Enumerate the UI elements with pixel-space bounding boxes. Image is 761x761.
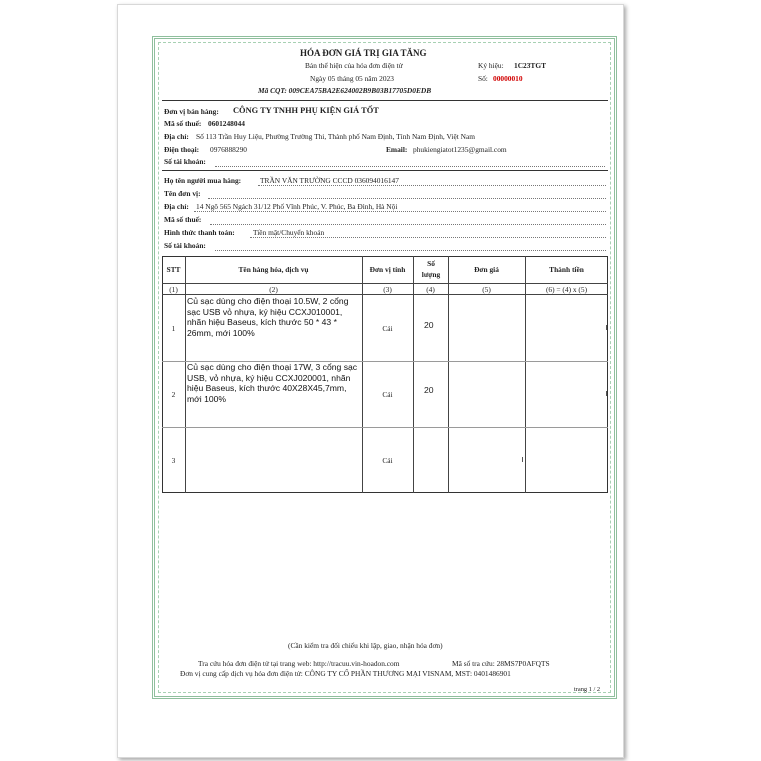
row3-stt: 3 bbox=[171, 456, 176, 465]
seller-phone: 0976888290 bbox=[210, 145, 247, 154]
col-code: (4) bbox=[426, 285, 435, 294]
row1-unit: Cái bbox=[382, 324, 393, 333]
seller-email: phukiengiatot1235@gmail.com bbox=[413, 145, 507, 154]
row1-qty: 20 bbox=[424, 320, 434, 330]
col-code: (5) bbox=[482, 285, 491, 294]
symbol-label: Ký hiệu: bbox=[478, 61, 504, 70]
service-provider: Đơn vị cung cấp dịch vụ hóa đơn điện tử: CÔNG TY CỔ PHẦN THƯƠNG MẠI VISNAM, MST: 0401486901 bbox=[180, 669, 511, 678]
col-code: (6) = (4) x (5) bbox=[545, 285, 588, 294]
row1-item-name: Củ sạc dùng cho điện thoại 10.5W, 2 cổng sạc USB vỏ nhựa, ký hiệu CCXJ010001, nhãn hiệu Baseus, kích thước 50 * 43 * 26mm, mới 100% bbox=[187, 296, 349, 338]
col-header-qty: Số lượng bbox=[421, 259, 441, 279]
invoice-number: 00000010 bbox=[493, 74, 523, 83]
seller-phone-label: Điện thoại: bbox=[164, 145, 200, 154]
buyer-address: 14 Ngõ 565 Ngách 31/12 Phố Vĩnh Phúc, V. Phúc, Ba Đình, Hà Nội bbox=[196, 202, 398, 211]
col-code: (3) bbox=[383, 285, 392, 294]
col-header-stt: STT bbox=[166, 265, 181, 274]
seller-address-label: Địa chỉ: bbox=[164, 132, 189, 141]
cqt-code: Mã CQT: 009CEA75BA2E624002B9B03B17705D0EDB bbox=[258, 86, 432, 95]
seller-tax: 0601248044 bbox=[208, 119, 245, 128]
symbol-value: 1C23TGT bbox=[514, 61, 547, 70]
number-label: Số: bbox=[478, 74, 488, 83]
seller-address: Số 113 Trần Huy Liệu, Phường Trường Thi, Thành phố Nam Định, Tỉnh Nam Định, Việt Nam bbox=[196, 132, 475, 141]
lookup-website[interactable]: Tra cứu hóa đơn điện tử tại trang web: http://tracuu.vin-hoadon.com bbox=[198, 659, 400, 668]
seller-tax-label: Mã số thuế: bbox=[164, 119, 202, 128]
seller-name: CÔNG TY TNHH PHỤ KIỆN GIÁ TỐT bbox=[233, 106, 379, 115]
col-header-amount: Thành tiền bbox=[549, 265, 584, 274]
divider bbox=[162, 170, 608, 171]
buyer-account-label: Số tài khoản: bbox=[164, 241, 206, 250]
seller-account-label: Số tài khoản: bbox=[164, 157, 206, 166]
row3-unit: Cái bbox=[382, 456, 393, 465]
divider bbox=[162, 100, 608, 101]
buyer-tax-label: Mã số thuế: bbox=[164, 215, 202, 224]
invoice-title: HÓA ĐƠN GIÁ TRỊ GIA TĂNG bbox=[300, 48, 427, 58]
seller-name-label: Đơn vị bán hàng: bbox=[164, 107, 219, 116]
seller-email-label: Email: bbox=[386, 145, 408, 154]
invoice-date: Ngày 05 tháng 05 năm 2023 bbox=[310, 74, 394, 83]
payment-label: Hình thức thanh toán: bbox=[164, 228, 235, 237]
footer-note: (Cần kiểm tra đối chiếu khi lập, giao, nhận hóa đơn) bbox=[288, 641, 443, 650]
row2-stt: 2 bbox=[171, 390, 176, 399]
row1-stt: 1 bbox=[171, 324, 176, 333]
col-header-price: Đơn giá bbox=[474, 265, 499, 274]
buyer-name: TRẦN VĂN TRƯỜNG CCCD 036094016147 bbox=[260, 176, 399, 185]
row2-item-name: Củ sạc dùng cho điện thoại 17W, 3 cổng sạc USB, vỏ nhựa, ký hiệu CCXJ020001, nhãn hiệu Baseus, kích thước 40X28X45,7mm, mới 100% bbox=[187, 362, 358, 404]
col-code: (2) bbox=[269, 285, 278, 294]
buyer-address-label: Địa chỉ: bbox=[164, 202, 189, 211]
col-code: (1) bbox=[169, 285, 178, 294]
invoice-subtitle: Bản thể hiện của hóa đơn điện tử bbox=[305, 61, 403, 70]
buyer-unit-label: Tên đơn vị: bbox=[164, 189, 201, 198]
page-number: trang 1 / 2 bbox=[574, 686, 601, 693]
lookup-code: Mã số tra cứu: 28MS7P0AFQTS bbox=[452, 659, 550, 668]
buyer-name-label: Họ tên người mua hàng: bbox=[164, 176, 242, 185]
col-header-name: Tên hàng hóa, dịch vụ bbox=[238, 265, 309, 274]
row2-qty: 20 bbox=[424, 385, 434, 395]
payment-method: Tiền mặt/Chuyển khoản bbox=[253, 228, 325, 237]
col-header-unit: Đơn vị tính bbox=[369, 265, 406, 274]
row2-unit: Cái bbox=[382, 390, 393, 399]
